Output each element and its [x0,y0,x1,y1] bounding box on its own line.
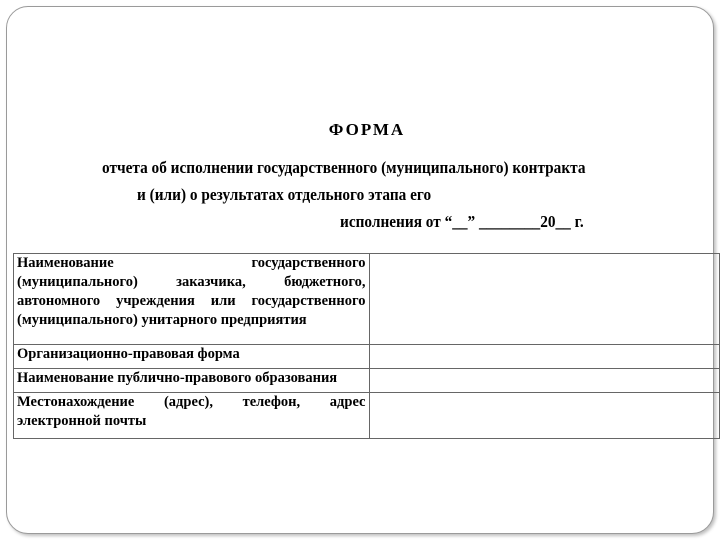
customer-label-line-2: (муниципального) заказчика, бюджетного, [17,274,366,290]
legal-form-label: Организационно-правовая форма [14,345,370,369]
customer-name-value[interactable] [369,254,720,345]
customer-label-line-3: автономного учреждения или государственного [17,293,366,309]
legal-form-value[interactable] [369,345,720,369]
form-subtitle-line-2: и (или) о результатах отдельного этапа его [137,185,432,204]
public-entity-label: Наименование публично-правового образования [14,369,370,393]
table-row-legal-form [14,345,720,369]
table-row-customer [14,254,720,345]
form-date-line: исполнения от “__” ________20__ г. [340,212,584,231]
public-entity-value[interactable] [369,369,720,393]
form-subtitle-line-1: отчета об исполнении государственного (муниципального) контракта [102,158,586,177]
customer-label-line-4: (муниципального) унитарного предприятия [17,312,307,328]
address-label [14,393,370,439]
address-label-line-2: электронной почты [17,413,147,429]
address-label-line-1: Местонахождение (адрес), телефон, адрес [17,394,366,410]
report-form-table [13,253,720,439]
form-title: ФОРМА [328,120,406,139]
table-row-public-entity [14,369,720,393]
address-value[interactable] [369,393,720,439]
table-row-address [14,393,720,439]
customer-name-label [14,254,370,345]
customer-label-line-1: Наименование государственного [17,255,366,271]
